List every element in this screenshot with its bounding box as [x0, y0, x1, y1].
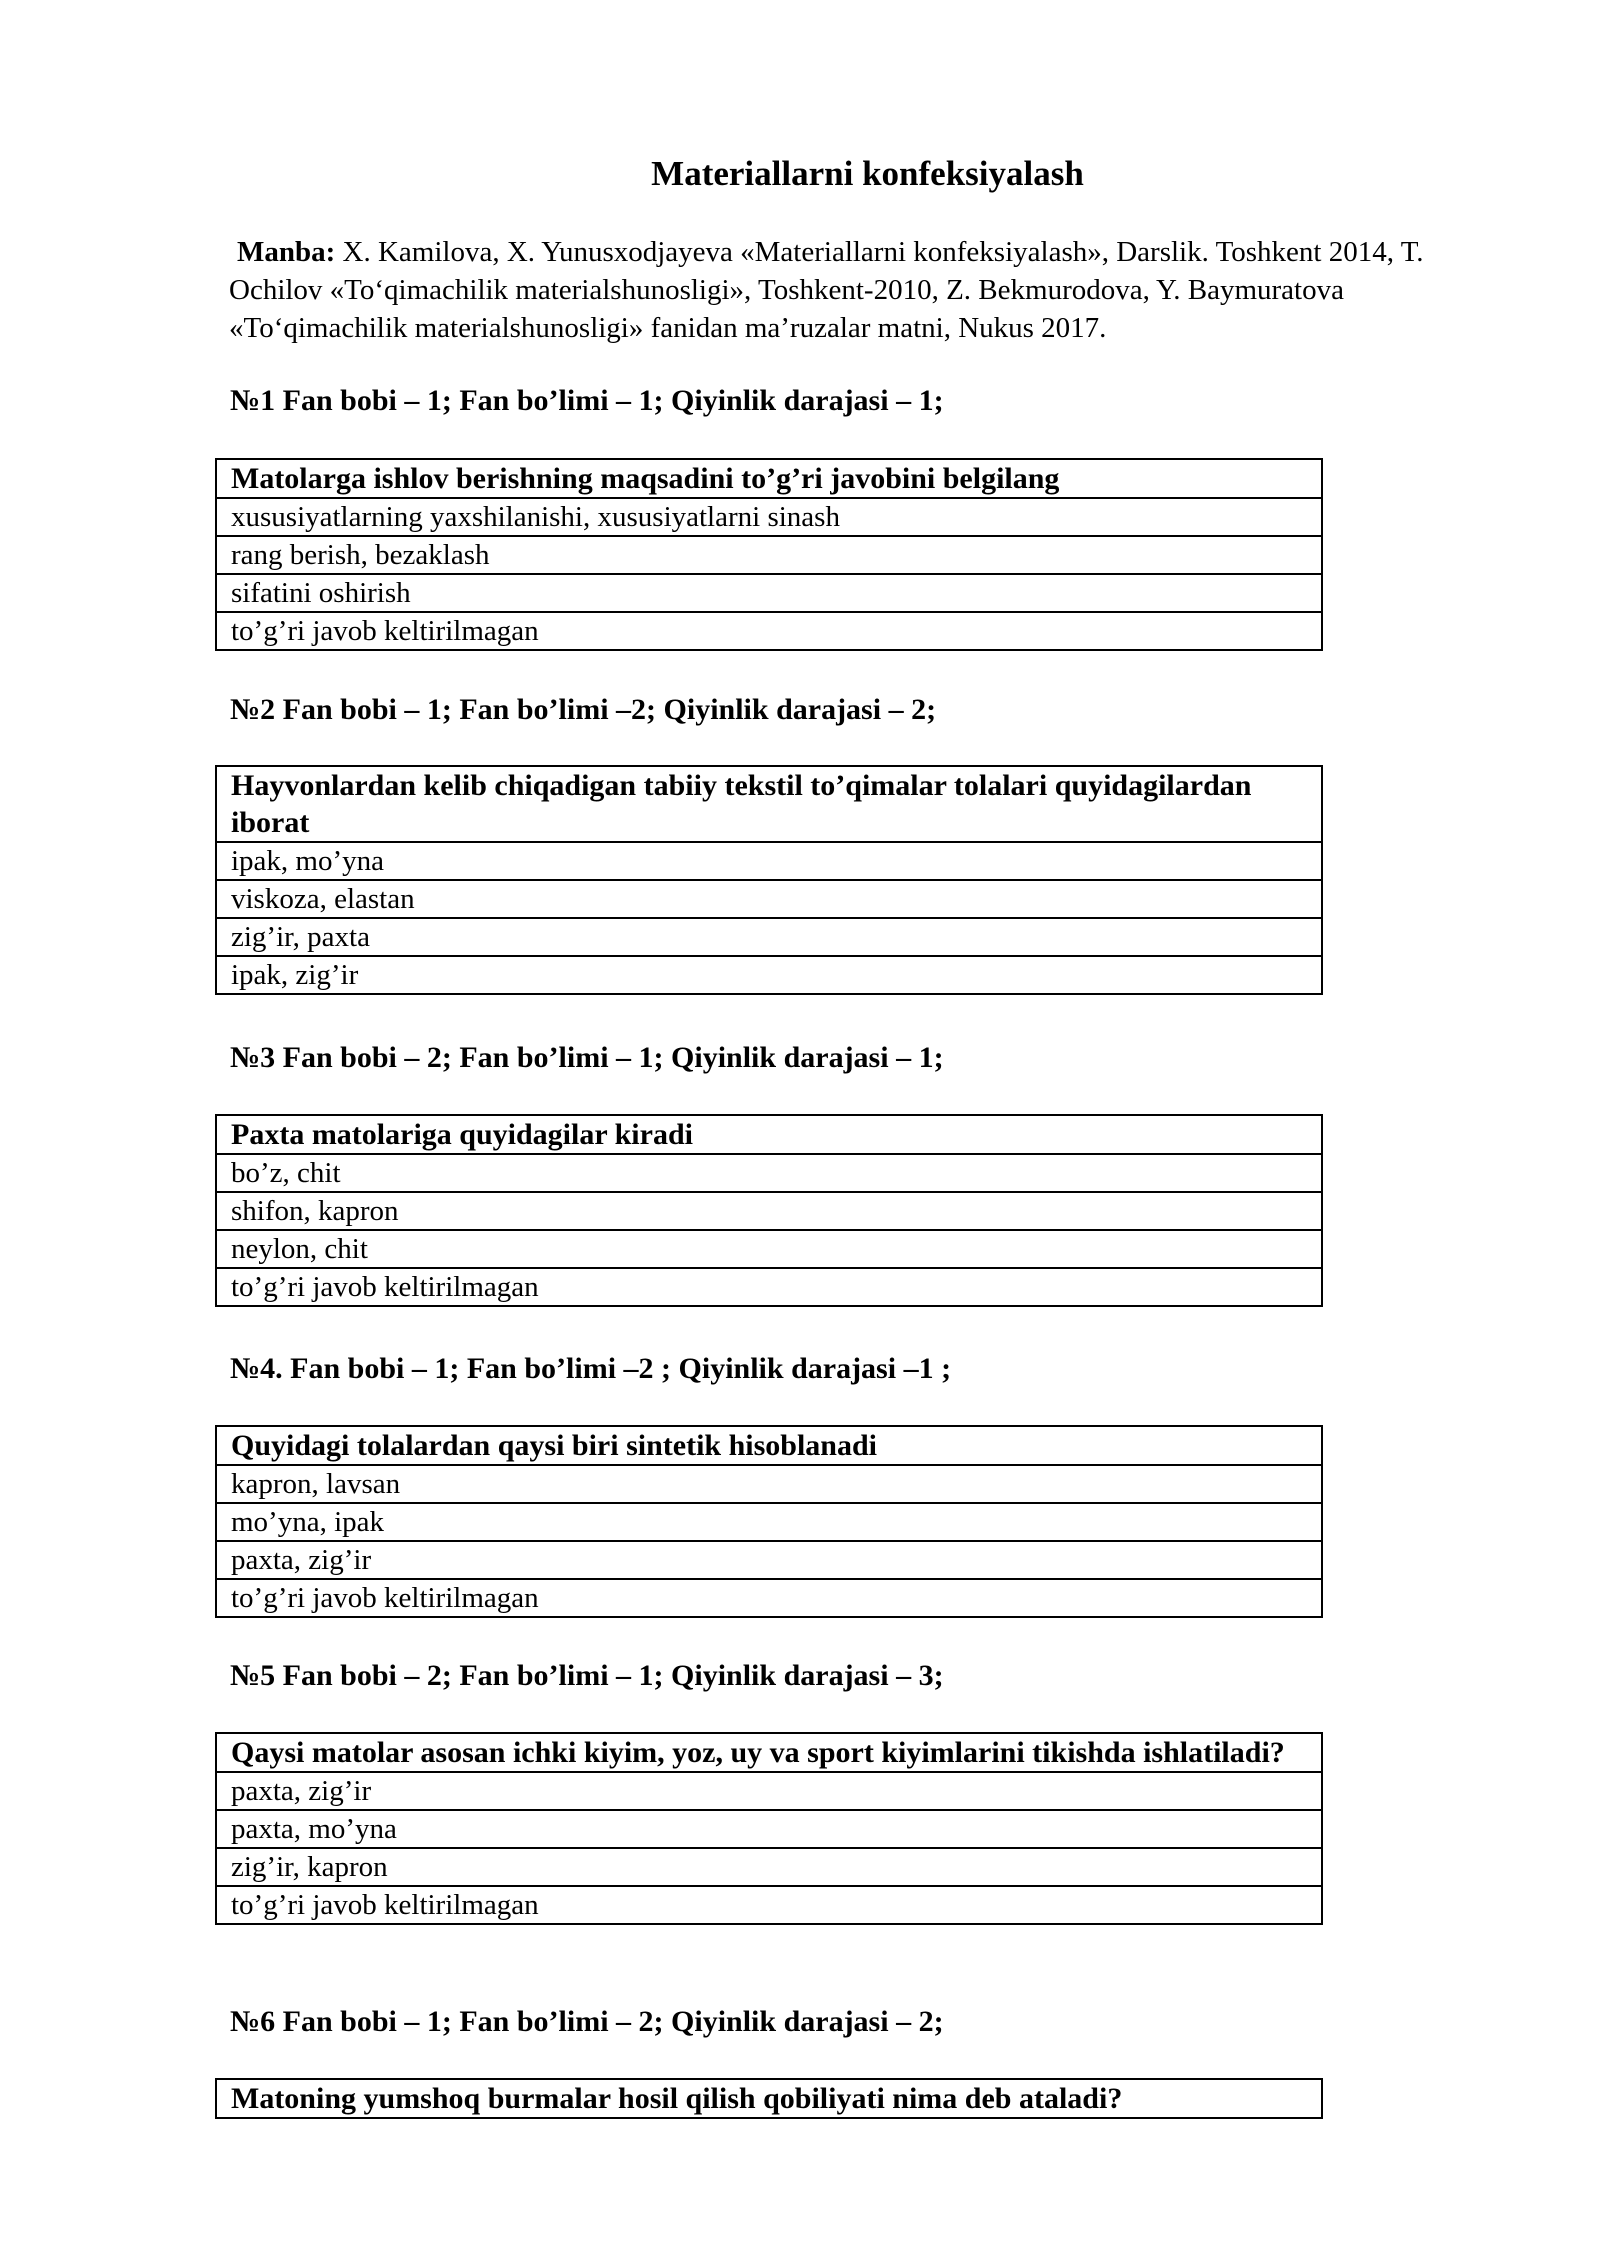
- answer-option: ipak, zig’ir: [216, 956, 1322, 994]
- source-paragraph: [229, 233, 1469, 347]
- answer-option: sifatini oshirish: [216, 574, 1322, 612]
- answer-option: kapron, lavsan: [216, 1465, 1322, 1503]
- source-label: Manba:: [237, 236, 336, 268]
- answer-option: paxta, zig’ir: [216, 1772, 1322, 1810]
- answer-option: rang berish, bezaklash: [216, 536, 1322, 574]
- question-table-2: [215, 765, 1323, 995]
- question-heading-5: №5 Fan bobi – 2; Fan bo’limi – 1; Qiyinlik darajasi – 3;: [230, 1659, 944, 1692]
- question-text: Paxta matolariga quyidagilar kiradi: [216, 1115, 1322, 1154]
- document-title: Materiallarni konfeksiyalash: [651, 154, 1084, 193]
- question-table-1: [215, 458, 1323, 651]
- question-heading-1: №1 Fan bobi – 1; Fan bo’limi – 1; Qiyinlik darajasi – 1;: [230, 384, 944, 417]
- question-heading-3: №3 Fan bobi – 2; Fan bo’limi – 1; Qiyinlik darajasi – 1;: [230, 1041, 944, 1074]
- question-table-6: [215, 2078, 1323, 2119]
- question-text: Quyidagi tolalardan qaysi biri sintetik hisoblanadi: [216, 1426, 1322, 1465]
- answer-option: to’g’ri javob keltirilmagan: [216, 1268, 1322, 1306]
- answer-option: viskoza, elastan: [216, 880, 1322, 918]
- source-text: X. Kamilova, X. Yunusxodjayeva «Materiallarni konfeksiyalash», Darslik. Toshkent 2014, T. Ochilov «To‘qimachilik materialshunosligi», Toshkent-2010, Z. Bekmurodova, Y. Baymuratova «To‘qimachilik materialshunosligi» fanidan ma’ruzalar matni, Nukus 2017.: [229, 236, 1424, 344]
- question-text: Matolarga ishlov berishning maqsadini to’g’ri javobini belgilang: [216, 459, 1322, 498]
- answer-option: neylon, chit: [216, 1230, 1322, 1268]
- answer-option: to’g’ri javob keltirilmagan: [216, 612, 1322, 650]
- question-text: Matoning yumshoq burmalar hosil qilish qobiliyati nima deb ataladi?: [216, 2079, 1322, 2118]
- question-text: Hayvonlardan kelib chiqadigan tabiiy tekstil to’qimalar tolalari quyidagilardan iborat: [216, 766, 1322, 842]
- question-heading-2: №2 Fan bobi – 1; Fan bo’limi –2; Qiyinlik darajasi – 2;: [230, 693, 937, 726]
- answer-option: xususiyatlarning yaxshilanishi, xususiyatlarni sinash: [216, 498, 1322, 536]
- answer-option: zig’ir, paxta: [216, 918, 1322, 956]
- question-text: Qaysi matolar asosan ichki kiyim, yoz, uy va sport kiyimlarini tikishda ishlatiladi?: [216, 1733, 1322, 1772]
- question-table-5: [215, 1732, 1323, 1925]
- answer-option: shifon, kapron: [216, 1192, 1322, 1230]
- question-heading-4: №4. Fan bobi – 1; Fan bo’limi –2 ; Qiyinlik darajasi –1 ;: [230, 1352, 952, 1385]
- question-table-4: [215, 1425, 1323, 1618]
- answer-option: to’g’ri javob keltirilmagan: [216, 1579, 1322, 1617]
- answer-option: zig’ir, kapron: [216, 1848, 1322, 1886]
- answer-option: ipak, mo’yna: [216, 842, 1322, 880]
- answer-option: to’g’ri javob keltirilmagan: [216, 1886, 1322, 1924]
- answer-option: bo’z, chit: [216, 1154, 1322, 1192]
- answer-option: paxta, zig’ir: [216, 1541, 1322, 1579]
- question-heading-6: №6 Fan bobi – 1; Fan bo’limi – 2; Qiyinlik darajasi – 2;: [230, 2005, 944, 2038]
- question-table-3: [215, 1114, 1323, 1307]
- answer-option: paxta, mo’yna: [216, 1810, 1322, 1848]
- answer-option: mo’yna, ipak: [216, 1503, 1322, 1541]
